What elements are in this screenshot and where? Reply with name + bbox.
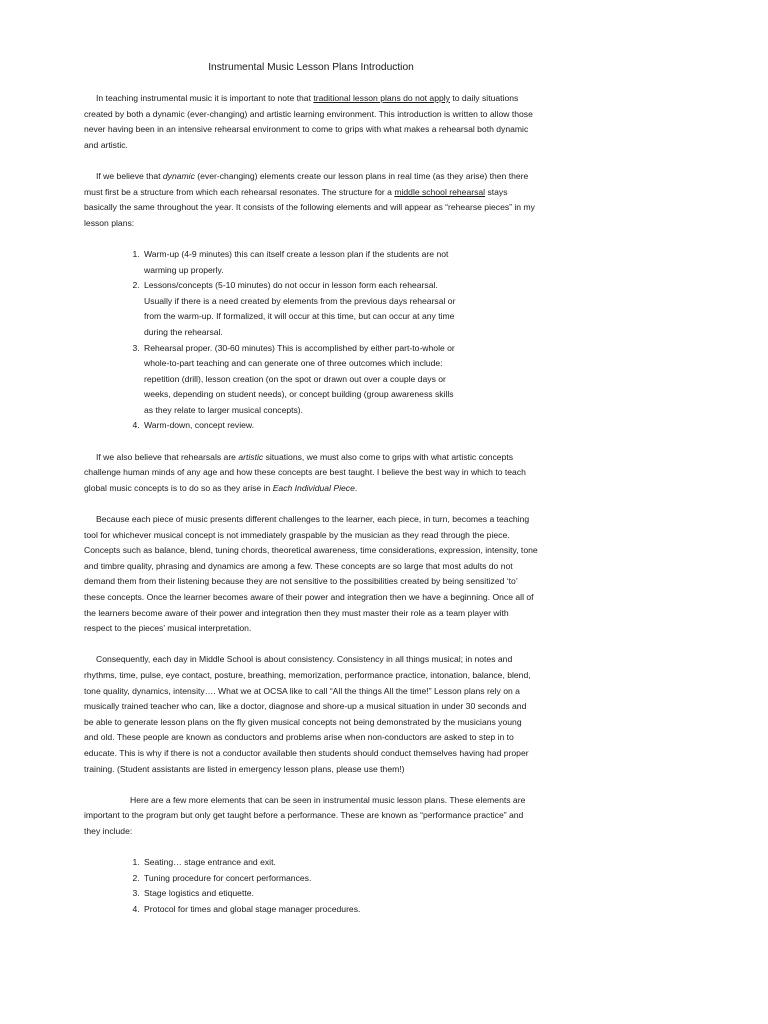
artistic-paragraph [84, 450, 538, 497]
list-item: 4. Protocol for times and global stage manager procedures. [142, 902, 522, 918]
text-run: . [354, 482, 358, 493]
italic-word: artistic [238, 451, 264, 462]
intro-paragraph [84, 91, 538, 153]
italic-word: dynamic [162, 170, 195, 181]
structure-paragraph [84, 169, 538, 231]
italic-phrase: Each Individual Piece [272, 482, 355, 493]
performance-practice-paragraph: Here are a few more elements that can be seen in instrumental music lesson plans. These elements are important to the program but only get taught before a performance. These are known as “performance practice” and they include: [84, 794, 526, 836]
list-item: 4. Warm-down, concept review. [142, 418, 464, 434]
list-item: 3. Rehearsal proper. (30-60 minutes) This is accomplished by either part-to-whole or whole-to-part teaching and can generate one of three outcomes which include: repetition (drill), lesson creation (on the spot or drawn out over a couple days or weeks, depending on student needs), or concept building (group awareness skills as they relate to larger musical concepts). [142, 341, 464, 419]
underlined-phrase: middle school rehearsal [394, 186, 486, 197]
text-run: If we also believe that rehearsals are [96, 451, 239, 462]
list-item: 3. Stage logistics and etiquette. [142, 886, 522, 902]
list-item: 1. Warm-up (4-9 minutes) this can itself create a lesson plan if the students are not warming up properly. [142, 247, 464, 278]
list-item: 2. Tuning procedure for concert performances. [142, 871, 522, 887]
document-page [84, 60, 538, 933]
list-item: 2. Lessons/concepts (5-10 minutes) do not occur in lesson form each rehearsal. Usually if there is a need created by elements from the previous days rehearsal or from the warm-up. If formalized, it will occur at this time, but can occur at any time during the rehearsal. [142, 278, 464, 340]
document-title: Instrumental Music Lesson Plans Introduction [208, 62, 414, 73]
text-run: to daily situations created by both a dynamic (ever-changing) and artistic learning environment. This introduction is written to allow those never having been in an intensive rehearsal environment to come to grips with what makes a rehearsal both dynamic and artistic. [84, 93, 533, 150]
consistency-paragraph: Consequently, each day in Middle School is about consistency. Consistency in all things musical; in notes and rhythms, time, pulse, eye contact, posture, breathing, memorization, performance practice, intonation, balance, blend, tone quality, dynamics, intensity…. What we at OCSA like to call “All the things All the time!” Lesson plans rely on a musically trained teacher who can, like a doctor, diagnose and shore-up a musical situation in under 30 seconds and be able to generate lesson plans on the fly given musical concepts not being demonstrated by the musicians young and old. These people are known as conductors and problems arise when non-conductors are asked to step in to educate. This is why if there is not a conductor available then students should conduct themselves having had proper training. (Student assistants are listed in emergency lesson plans, please use them!) [84, 654, 531, 774]
text-run: If we believe that [96, 170, 163, 181]
performance-practice-list [84, 855, 522, 917]
underlined-phrase: traditional lesson plans do not apply [313, 93, 450, 103]
text-run: (ever-changing) elements create our lesson plans in real time (as they arise) then there must first be a structure from which each rehearsal resonates. The structure for a [84, 170, 529, 197]
text-run: stays basically the same throughout the year. It consists of the following elements and will appear as “rehearse pieces” in my lesson plans: [84, 186, 535, 228]
list-item: 1. Seating… stage entrance and exit. [142, 855, 522, 871]
rehearsal-elements-list [84, 247, 464, 434]
text-run: situations, we must also come to grips with what artistic concepts challenge human minds of any age and how these concepts are best taught. I believe the best way in which to teach global music concepts is to do so as they arise in [84, 451, 526, 493]
concepts-paragraph: Because each piece of music presents different challenges to the learner, each piece, in turn, becomes a teaching tool for whichever musical concept is not immediately graspable by the musician as they read through the piece. Concepts such as balance, blend, tuning chords, theoretical awareness, time considerations, expression, intensity, tone and timbre quality, phrasing and dynamics are among a few. These concepts are so large that most adults do not demand them from their listening because they are not sensitive to the possibilities created by being sensitized ‘to’ these concepts. Once the learner becomes aware of their power and integration then we have a beginning. Once all of the learners become aware of their power and integration then they must master their role as a team player with respect to the pieces’ musical interpretation. [84, 514, 538, 634]
text-run: In teaching instrumental music it is important to note that [96, 93, 314, 103]
